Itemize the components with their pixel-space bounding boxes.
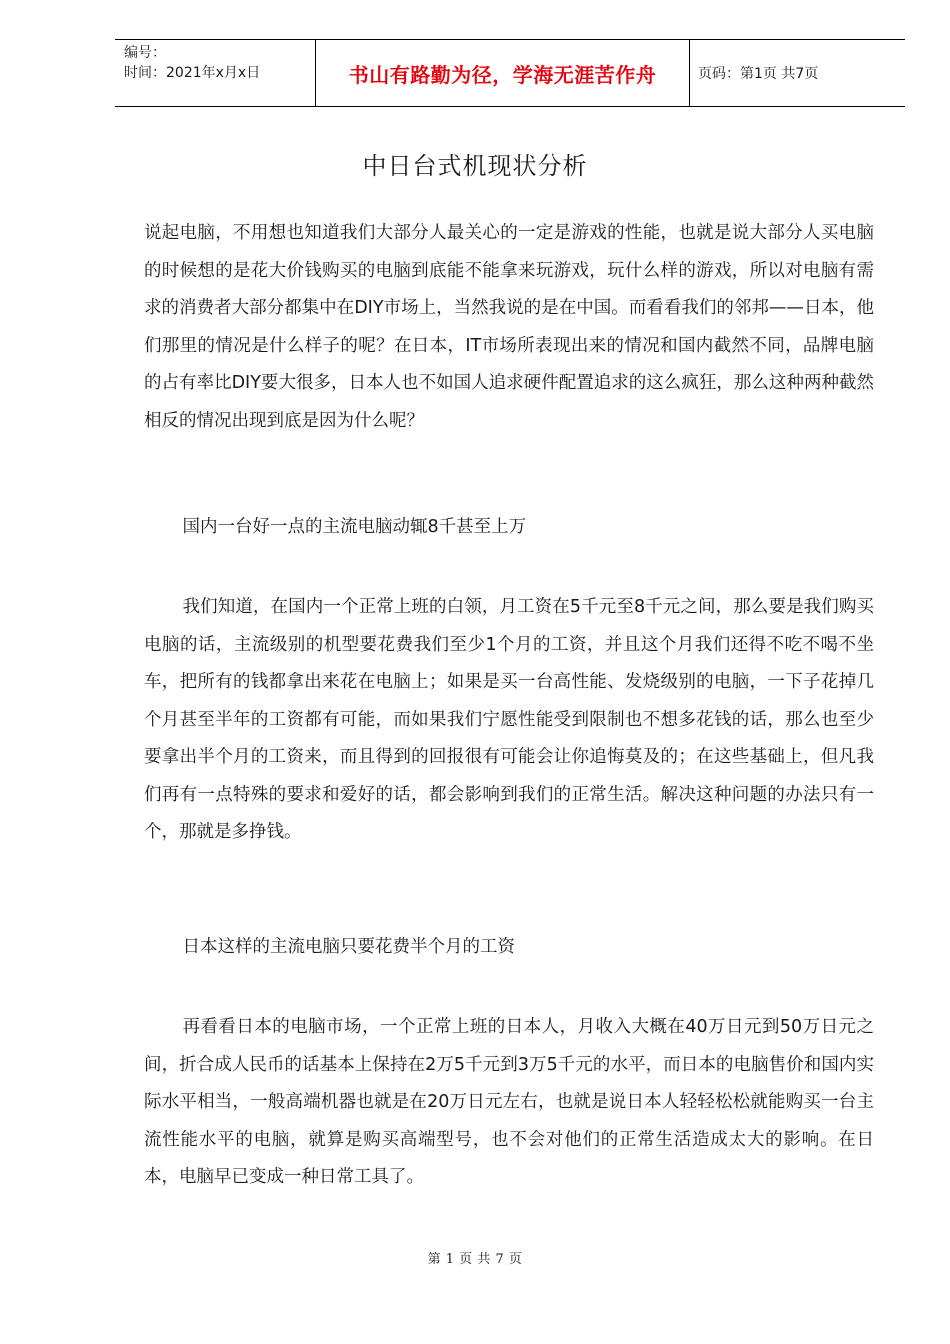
paragraph-japan: 再看看日本的电脑市场，一个正常上班的日本人，月收入大概在40万日元到50万日元之间，折合成人民币的话基本上保持在2万5千元到3万5千元的水平，而日本的电脑售价和国内实际水平相当，一般高端机器也就是在20万日元左右，也就是说日本人轻轻松松就能购买一台主流性能水平的电脑，就算是购买高端型号，也不会对他们的正常生活造成太大的影响。在日本，电脑早已变成一种日常工具了。 xyxy=(144,1017,874,1187)
document-title: 中日台式机现状分析 xyxy=(362,152,588,180)
page-info: 页码：第1页 共7页 xyxy=(698,66,819,82)
time-label: 时间：2021年x月x日 xyxy=(124,65,261,81)
subheading-japan-price: 日本这样的主流电脑只要花费半个月的工资 xyxy=(182,937,515,957)
header-table xyxy=(115,39,905,107)
header-meta-cell xyxy=(115,40,315,106)
header-page-cell xyxy=(690,40,905,106)
serial-number-label: 编号： xyxy=(124,45,166,61)
subheading-china-price: 国内一台好一点的主流电脑动辄8千甚至上万 xyxy=(182,517,527,537)
paragraph-intro: 说起电脑，不用想也知道我们大部分人最关心的一定是游戏的性能，也就是说大部分人买电脑的时候想的是花大价钱购买的电脑到底能不能拿来玩游戏，玩什么样的游戏，所以对电脑有需求的消费者大部分都集中在DIY市场上，当然我说的是在中国。而看看我们的邻邦——日本，他们那里的情况是什么样子的呢？在日本，IT市场所表现出来的情况和国内截然不同，品牌电脑的占有率比DIY要大很多，日本人也不如国人追求硬件配置追求的这么疯狂，那么这种两种截然相反的情况出现到底是因为什么呢？ xyxy=(144,223,874,431)
header-motto-cell xyxy=(315,40,690,106)
page-footer: 第 1 页 共 7 页 xyxy=(427,1252,523,1267)
paragraph-china: 我们知道，在国内一个正常上班的白领，月工资在5千元至8千元之间，那么要是我们购买电脑的话，主流级别的机型要花费我们至少1个月的工资，并且这个月我们还得不吃不喝不坐车，把所有的钱都拿出来花在电脑上；如果是买一台高性能、发烧级别的电脑，一下子花掉几个月甚至半年的工资都有可能，而如果我们宁愿性能受到限制也不想多花钱的话，那么也至少要拿出半个月的工资来，而且得到的回报很有可能会让你追悔莫及的；在这些基础上，但凡我们再有一点特殊的要求和爱好的话，都会影响到我们的正常生活。解决这种问题的办法只有一个，那就是多挣钱。 xyxy=(144,597,874,842)
motto-text: 书山有路勤为径，学海无涯苦作舟 xyxy=(348,62,657,87)
